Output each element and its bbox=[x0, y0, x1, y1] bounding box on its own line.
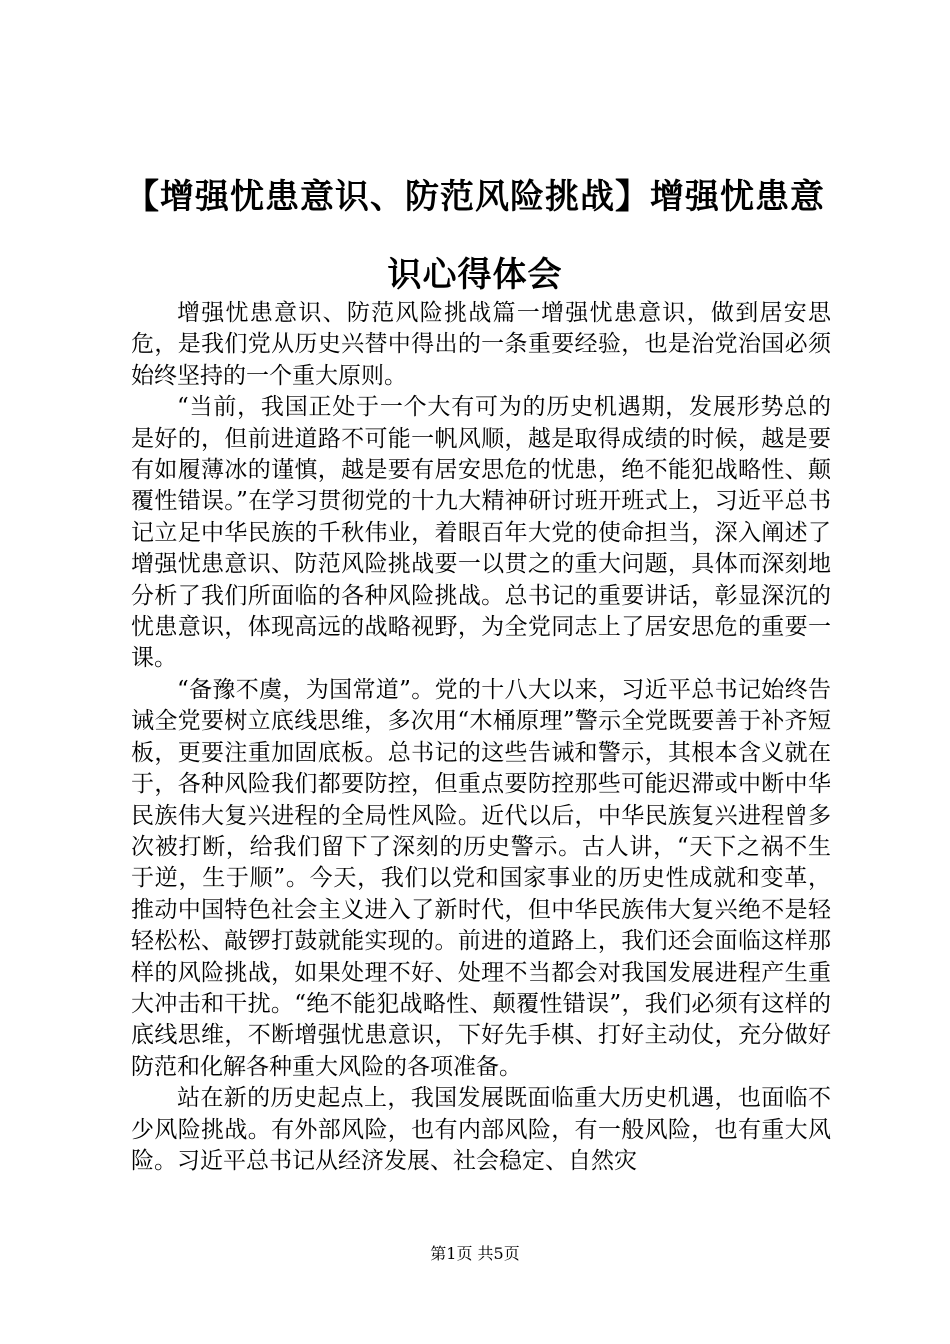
paragraph-3: “备豫不虞，为国常道”。党的十八大以来，习近平总书记始终告诫全党要树立底线思维，多次用“木桶原理”警示全党既要善于补齐短板，更要注重加固底板。总书记的这些告诫和警示，其根本含义就在于，各种风险我们都要防控，但重点要防控那些可能迟滞或中断中华民族伟大复兴进程的全局性风险。近代以后，中华民族复兴进程曾多次被打断，给我们留下了深刻的历史警示。古人讲，“天下之祸不生于逆，生于顺”。今天，我们以党和国家事业的历史性成就和变革，推动中国特色社会主义进入了新时代，但中华民族伟大复兴绝不是轻轻松松、敲锣打鼓就能实现的。前进的道路上，我们还会面临这样那样的风险挑战，如果处理不好、处理不当都会对我国发展进程产生重大冲击和干扰。“绝不能犯战略性、颠覆性错误”，我们必须有这样的底线思维，不断增强忧患意识，下好先手棋、打好主动仗，充分做好防范和化解各种重大风险的各项准备。 bbox=[131, 676, 831, 1080]
paragraph-4: 站在新的历史起点上，我国发展既面临重大历史机遇，也面临不少风险挑战。有外部风险，也有内部风险，有一般风险，也有重大风险。习近平总书记从经济发展、社会稳定、自然灾 bbox=[131, 1085, 831, 1174]
page-number-footer: 第1页 共5页 bbox=[430, 1244, 520, 1263]
document-title: 【增强忧患意识、防范风险挑战】增强忧患意识心得体会 bbox=[125, 177, 825, 295]
document-body bbox=[131, 298, 831, 1177]
paragraph-2: “当前，我国正处于一个大有可为的历史机遇期，发展形势总的是好的，但前进道路不可能一帆风顺，越是取得成绩的时候，越是要有如履薄冰的谨慎，越是要有居安思危的忧患，绝不能犯战略性、颠覆性错误。”在学习贯彻党的十九大精神研讨班开班式上，习近平总书记立足中华民族的千秋伟业，着眼百年大党的使命担当，深入阐述了增强忧患意识、防范风险挑战要一以贯之的重大问题，具体而深刻地分析了我们所面临的各种风险挑战。总书记的重要讲话，彰显深沉的忧患意识，体现高远的战略视野，为全党同志上了居安思危的重要一课。 bbox=[131, 394, 831, 672]
paragraph-1: 增强忧患意识、防范风险挑战篇一增强忧患意识，做到居安思危，是我们党从历史兴替中得出的一条重要经验，也是治党治国必须始终坚持的一个重大原则。 bbox=[131, 300, 831, 389]
